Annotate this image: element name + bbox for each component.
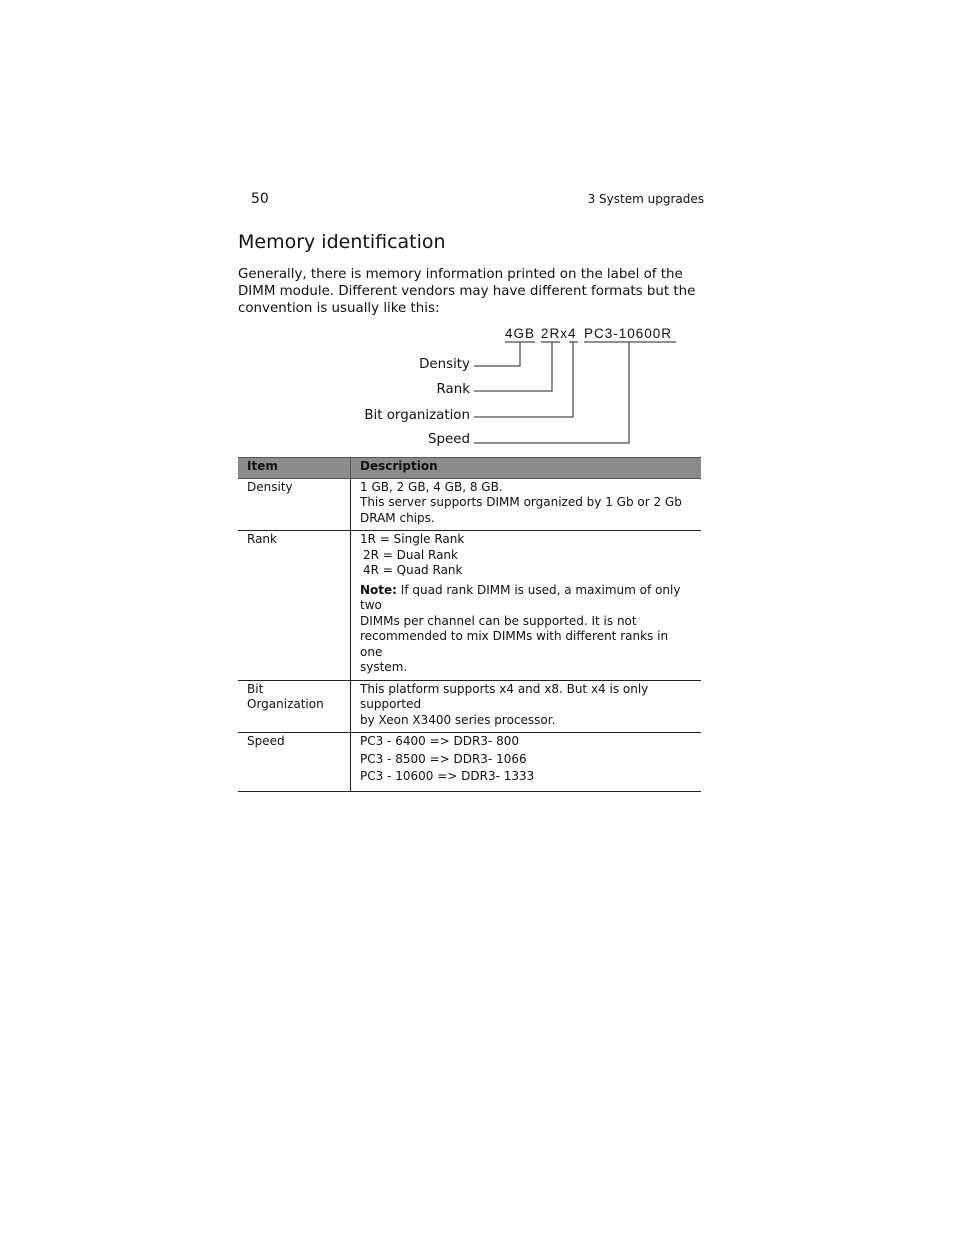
- item-line: Organization: [247, 697, 324, 711]
- label-bit-organization: Bit organization: [364, 408, 470, 423]
- item-line: Bit: [247, 681, 264, 696]
- item-cell: [238, 680, 351, 733]
- note-label: Note:: [360, 582, 397, 597]
- table-row-rank: [238, 531, 701, 681]
- label-density: Density: [419, 357, 470, 372]
- note-line: system.: [360, 660, 408, 674]
- description-cell: [351, 680, 702, 733]
- item-cell: Speed: [238, 733, 351, 792]
- label-speed: Speed: [428, 432, 470, 447]
- header-description: Description: [351, 458, 702, 479]
- description-cell: [351, 478, 702, 531]
- header-item: Item: [238, 458, 351, 479]
- description-cell: [351, 733, 702, 792]
- memory-spec-table: [238, 457, 701, 792]
- note-line: recommended to mix DIMMs with different ranks in one: [360, 629, 669, 659]
- code-density: 4GB: [505, 326, 536, 341]
- note-line: [360, 583, 692, 614]
- label-rank: Rank: [436, 382, 470, 397]
- note-text: If quad rank DIMM is used, a maximum of only two: [360, 582, 681, 612]
- description-cell: [351, 531, 702, 681]
- description-line: 4R = Quad Rank: [363, 563, 463, 577]
- table-row-speed: [238, 733, 701, 792]
- description-line: DRAM chips.: [360, 510, 435, 525]
- running-head: 3 System upgrades: [587, 192, 704, 206]
- description-line: 1R = Single Rank: [360, 532, 465, 546]
- item-cell: Density: [238, 478, 351, 531]
- description-line: 1 GB, 2 GB, 4 GB, 8 GB.: [360, 479, 503, 494]
- description-line: 2R = Dual Rank: [363, 547, 458, 562]
- description-line: This server supports DIMM organized by 1 Gb or 2 Gb: [360, 495, 682, 509]
- description-line: PC3 - 8500 => DDR3- 1066: [360, 751, 527, 766]
- description-line: PC3 - 6400 => DDR3- 800: [360, 734, 519, 748]
- description-line: PC3 - 10600 => DDR3- 1333: [360, 769, 535, 783]
- intro-paragraph: Generally, there is memory information printed on the label of the DIMM module. Different vendors may have different formats but the convention is usually like this:: [238, 267, 696, 316]
- table-header-row: [238, 458, 701, 479]
- page-number: 50: [251, 191, 269, 207]
- dimm-label-diagram: [350, 324, 710, 448]
- table-row-density: [238, 478, 701, 531]
- description-line: This platform supports x4 and x8. But x4 is only supported: [360, 681, 649, 711]
- code-speed: PC3-10600R: [584, 326, 673, 341]
- description-line: by Xeon X3400 series processor.: [360, 712, 556, 727]
- code-rank-organization: 2Rx4: [541, 326, 577, 341]
- diagram-connector-lines: [350, 324, 710, 448]
- item-cell: Rank: [238, 531, 351, 681]
- table-row-bit-organization: [238, 680, 701, 733]
- note-line: DIMMs per channel can be supported. It is not: [360, 613, 637, 628]
- section-title: Memory identification: [238, 231, 446, 253]
